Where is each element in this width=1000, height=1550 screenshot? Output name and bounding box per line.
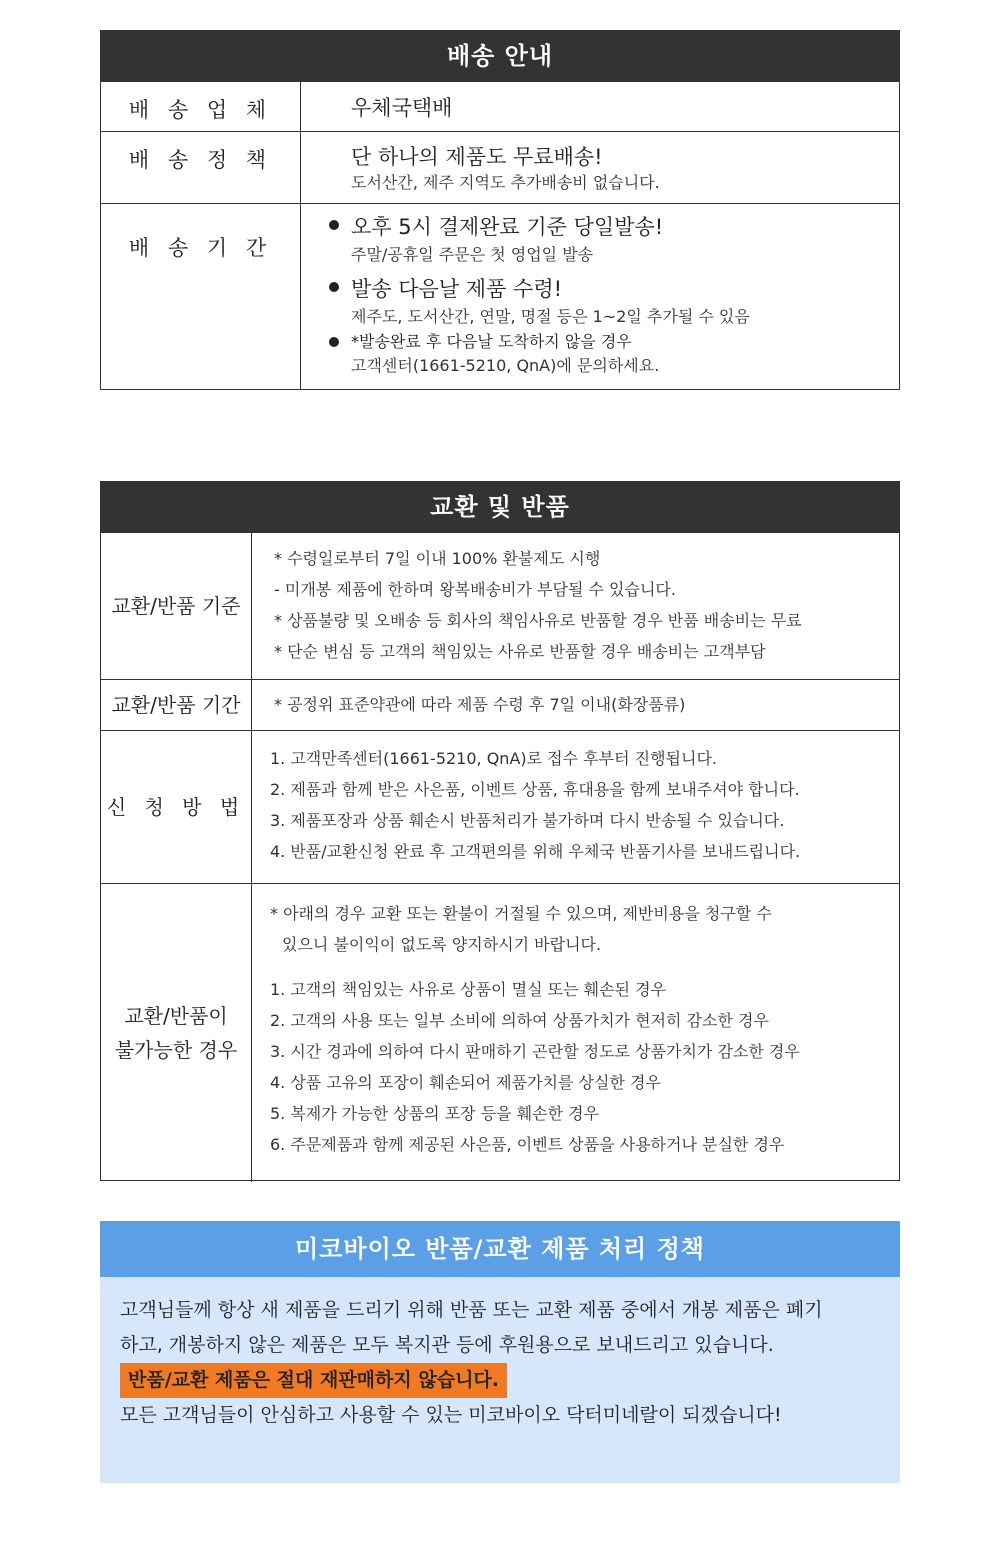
exchange-period-line: * 공정위 표준약관에 따라 제품 수령 후 7일 이내(화장품류): [274, 695, 686, 714]
exchange-unavailable-label-line: 불가능한 경우: [114, 1038, 238, 1062]
shipping-policy-main: 단 하나의 제품도 무료배송!: [351, 145, 603, 169]
return-policy-box: [100, 1221, 900, 1483]
exchange-unavailable-label-line: 교환/반품이: [124, 1004, 228, 1028]
exchange-unavailable-line: 1. 고객의 책임있는 사유로 상품이 멸실 또는 훼손된 경우: [270, 980, 666, 999]
exchange-period-row: [101, 679, 899, 730]
shipping-info-table: [100, 30, 900, 390]
shipping-carrier-value: 우체국택배: [351, 96, 453, 120]
policy-text-line: 모든 고객님들이 안심하고 사용할 수 있는 미코바이오 닥터미네랄이 되겠습니다!: [120, 1404, 782, 1426]
exchange-method-line: 3. 제품포장과 상품 훼손시 반품처리가 불가하며 다시 반송될 수 있습니다.: [270, 811, 785, 830]
shipping-period-label: 배 송 기 간: [101, 204, 301, 389]
shipping-period-row: [101, 203, 899, 389]
exchange-standard-line: * 상품불량 및 오배송 등 회사의 책임사유로 반품할 경우 반품 배송비는 무료: [274, 611, 802, 630]
exchange-method-row: [101, 730, 899, 883]
shipping-policy-sub: 도서산간, 제주 지역도 추가배송비 없습니다.: [351, 173, 660, 192]
exchange-standard-line: * 단순 변심 등 고객의 책임있는 사유로 반품할 경우 배송비는 고객부담: [274, 642, 766, 661]
shipping-policy-label: 배 송 정 책: [101, 132, 301, 203]
exchange-unavailable-line: 4. 상품 고유의 포장이 훼손되어 제품가치를 상실한 경우: [270, 1073, 661, 1092]
exchange-standard-line: * 수령일로부터 7일 이내 100% 환불제도 시행: [274, 549, 601, 568]
shipping-carrier-row: [101, 81, 899, 131]
exchange-method-label: 신 청 방 법: [101, 731, 252, 883]
exchange-unavailable-label: [101, 884, 252, 1182]
bullet-main-text: *발송완료 후 다음날 도착하지 않을 경우: [351, 332, 632, 351]
exchange-unavailable-line: 2. 고객의 사용 또는 일부 소비에 의하여 상품가치가 현저히 감소한 경우: [270, 1011, 769, 1030]
exchange-unavailable-line: 6. 주문제품과 함께 제공된 사은품, 이벤트 상품을 사용하거나 분실한 경우: [270, 1135, 785, 1154]
exchange-method-line: 1. 고객만족센터(1661-5210, QnA)로 접수 후부터 진행됩니다.: [270, 749, 717, 768]
exchange-unavailable-line: 3. 시간 경과에 의하여 다시 판매하기 곤란할 정도로 상품가치가 감소한 경우: [270, 1042, 800, 1061]
policy-highlight-text: 반품/교환 제품은 절대 재판매하지 않습니다.: [120, 1363, 507, 1398]
exchange-unavailable-note: * 아래의 경우 교환 또는 환불이 거절될 수 있으며, 제반비용을 청구할 수: [270, 904, 772, 923]
exchange-return-table: [100, 481, 900, 1181]
shipping-period-bullet-2: [351, 274, 899, 330]
exchange-period-label: 교환/반품 기간: [101, 680, 252, 730]
bullet-dot-icon: [329, 282, 339, 292]
shipping-period-bullet-1: [351, 212, 899, 268]
exchange-unavailable-note: 있으니 불이익이 없도록 양지하시기 바랍니다.: [282, 935, 602, 954]
bullet-sub-text: 제주도, 도서산간, 연말, 명절 등은 1~2일 추가될 수 있음: [351, 307, 750, 326]
shipping-period-bullet-3: [351, 330, 899, 378]
exchange-method-line: 4. 반품/교환신청 완료 후 고객편의를 위해 우체국 반품기사를 보내드립니다.: [270, 842, 801, 861]
bullet-sub-text: 주말/공휴일 주문은 첫 영업일 발송: [351, 245, 594, 264]
bullet-main-text: 발송 다음날 제품 수령!: [351, 277, 563, 301]
policy-text-line: 고객님들께 항상 새 제품을 드리기 위해 반품 또는 교환 제품 중에서 개봉 제품은 폐기: [120, 1299, 823, 1321]
exchange-standard-row: [101, 532, 899, 679]
shipping-carrier-label: 배 송 업 체: [101, 82, 301, 131]
exchange-unavailable-row: [101, 883, 899, 1182]
exchange-unavailable-line: 5. 복제가 가능한 상품의 포장 등을 훼손한 경우: [270, 1104, 600, 1123]
return-policy-title: 미코바이오 반품/교환 제품 처리 정책: [100, 1221, 900, 1277]
bullet-sub-text: 고객센터(1661-5210, QnA)에 문의하세요.: [351, 356, 660, 375]
exchange-method-line: 2. 제품과 함께 받은 사은품, 이벤트 상품, 휴대용을 함께 보내주셔야 합니다.: [270, 780, 800, 799]
shipping-title: 배송 안내: [101, 31, 899, 81]
policy-text-line: 하고, 개봉하지 않은 제품은 모두 복지관 등에 후원용으로 보내드리고 있습니다.: [120, 1334, 774, 1356]
bullet-main-text: 오후 5시 결제완료 기준 당일발송!: [351, 215, 664, 239]
shipping-policy-row: [101, 131, 899, 203]
exchange-standard-label: 교환/반품 기준: [101, 533, 252, 679]
exchange-standard-line: - 미개봉 제품에 한하며 왕복배송비가 부담될 수 있습니다.: [274, 580, 676, 599]
bullet-dot-icon: [329, 337, 339, 347]
exchange-title: 교환 및 반품: [101, 482, 899, 532]
bullet-dot-icon: [329, 220, 339, 230]
